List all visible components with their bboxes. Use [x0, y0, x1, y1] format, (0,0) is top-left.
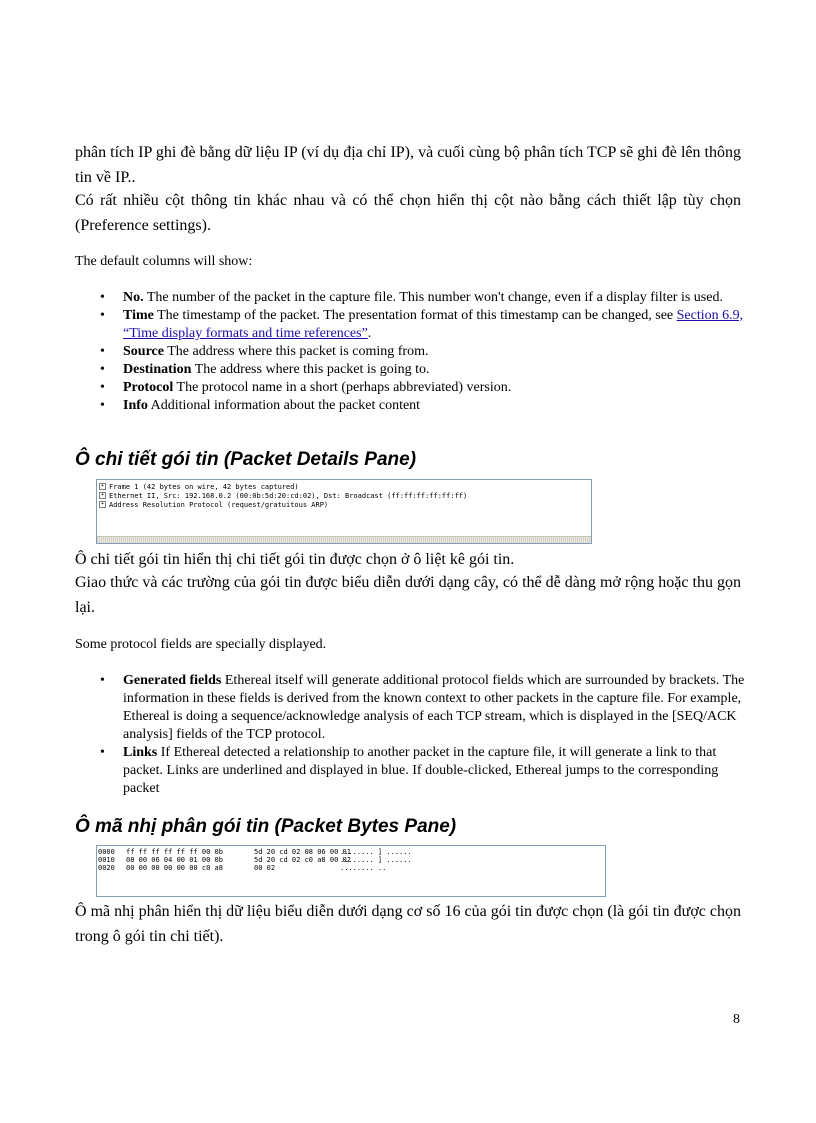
expand-icon[interactable]: + — [100, 491, 104, 498]
intro-paragraph-1: phân tích IP ghi đè bằng dữ liệu IP (ví dụ địa chỉ IP), và cuối cùng bộ phân tích TCP sẽ ghi đè lên thông tin về IP.. — [75, 144, 741, 186]
tree-row-ethernet[interactable]: + Ethernet II, Src: 192.168.0.2 (00:0b:5d:20:cd:02), Dst: Broadcast (ff:ff:ff:ff:ff:ff) — [100, 491, 468, 500]
bullet-icon: • — [100, 380, 105, 395]
details-paragraph-1: Ô chi tiết gói tin hiển thị chi tiết gói tin được chọn ở ô liệt kê gói tin. — [75, 551, 515, 568]
special-fields-list — [96, 672, 746, 798]
packet-details-heading: Ô chi tiết gói tin (Packet Details Pane) — [75, 449, 417, 470]
column-term: Time — [123, 308, 154, 323]
field-term: Links — [123, 745, 158, 760]
hex-row: 0000 ff ff ff ff ff ff 00 0b 5d 20 cd 02 08 06 00 01........ ] ...... — [98, 848, 412, 856]
column-desc: Additional information about the packet content — [147, 398, 421, 413]
column-desc: The timestamp of the packet. The presentation format of this timestamp can be changed, see — [153, 308, 677, 323]
bullet-icon: • — [100, 745, 105, 760]
bytes-paragraph: Ô mã nhị phân hiển thị dữ liệu biểu diễn dưới dạng cơ số 16 của gói tin được chọn (là gói tin được chọn trong ô gói tin chi tiết). — [75, 903, 741, 945]
field-desc: Ethereal itself will generate additional protocol fields which are surrounded by brackets. The information in these fields is derived from the known context to other packets in the capture file. For example, Ethereal is doing a sequence/acknowledge analysis of each TCP stream, which is displayed in the [SEQ/ACK analysis] fields of the TCP protocol. — [123, 673, 745, 742]
list-item — [96, 397, 746, 415]
hex-row: 0020 00 00 00 00 00 00 c0 a8 00 02 ........ .. — [98, 864, 387, 872]
tree-row-arp[interactable]: + Address Resolution Protocol (request/gratuitous ARP) — [100, 500, 329, 509]
column-term: Protocol — [123, 380, 174, 395]
packet-details-pane[interactable] — [96, 479, 592, 544]
list-item — [96, 379, 746, 397]
section-link[interactable]: Section 6.9, “Time display formats and time references” — [123, 308, 744, 341]
list-item — [96, 307, 746, 343]
bullet-icon: • — [100, 673, 105, 688]
list-item — [96, 672, 746, 744]
default-columns-lead: The default columns will show: — [75, 254, 253, 269]
bullet-icon: • — [100, 290, 105, 305]
list-item — [96, 361, 746, 379]
packet-bytes-pane[interactable] — [96, 845, 606, 897]
bullet-icon: • — [100, 308, 105, 323]
column-term: Source — [123, 344, 164, 359]
column-desc: The number of the packet in the capture file. This number won't change, even if a display filter is used. — [143, 290, 723, 305]
expand-icon[interactable]: + — [100, 500, 104, 507]
column-desc: The address where this packet is coming from. — [163, 344, 429, 359]
expand-icon[interactable]: + — [100, 482, 104, 489]
list-item — [96, 744, 746, 798]
default-columns-list — [96, 289, 746, 415]
list-item — [96, 289, 746, 307]
details-paragraph-2: Giao thức và các trường của gói tin được biểu diễn dưới dạng cây, có thể dễ dàng mở rộng hoặc thu gọn lại. — [75, 574, 741, 616]
bullet-icon: • — [100, 398, 105, 413]
packet-bytes-heading: Ô mã nhị phân gói tin (Packet Bytes Pane) — [75, 816, 457, 837]
hex-row: 0010 08 00 06 04 00 01 00 0b 5d 20 cd 02 c0 a8 00 02........ ] ...... — [98, 856, 412, 864]
column-desc: The address where this packet is going to. — [191, 362, 430, 377]
column-term: No. — [123, 290, 144, 305]
page-number: 8 — [733, 1012, 740, 1027]
column-term: Info — [123, 398, 148, 413]
field-desc: If Ethereal detected a relationship to another packet in the capture file, it will generate a link to that packet. Links are underlined and displayed in blue. If double-clicked, Ethereal jumps to the corresponding packet — [123, 745, 719, 796]
column-desc-end: . — [367, 326, 372, 341]
special-fields-lead: Some protocol fields are specially displayed. — [75, 637, 327, 652]
field-term: Generated fields — [123, 673, 222, 688]
bullet-icon: • — [100, 362, 105, 377]
tree-row-frame[interactable]: + Frame 1 (42 bytes on wire, 42 bytes captured) — [100, 482, 299, 491]
horizontal-scrollbar[interactable] — [97, 536, 591, 543]
list-item — [96, 343, 746, 361]
column-term: Destination — [123, 362, 192, 377]
bullet-icon: • — [100, 344, 105, 359]
intro-paragraph-2: Có rất nhiều cột thông tin khác nhau và có thể chọn hiển thị cột nào bằng cách thiết lập tùy chọn (Preference settings). — [75, 192, 741, 234]
column-desc: The protocol name in a short (perhaps abbreviated) version. — [173, 380, 512, 395]
